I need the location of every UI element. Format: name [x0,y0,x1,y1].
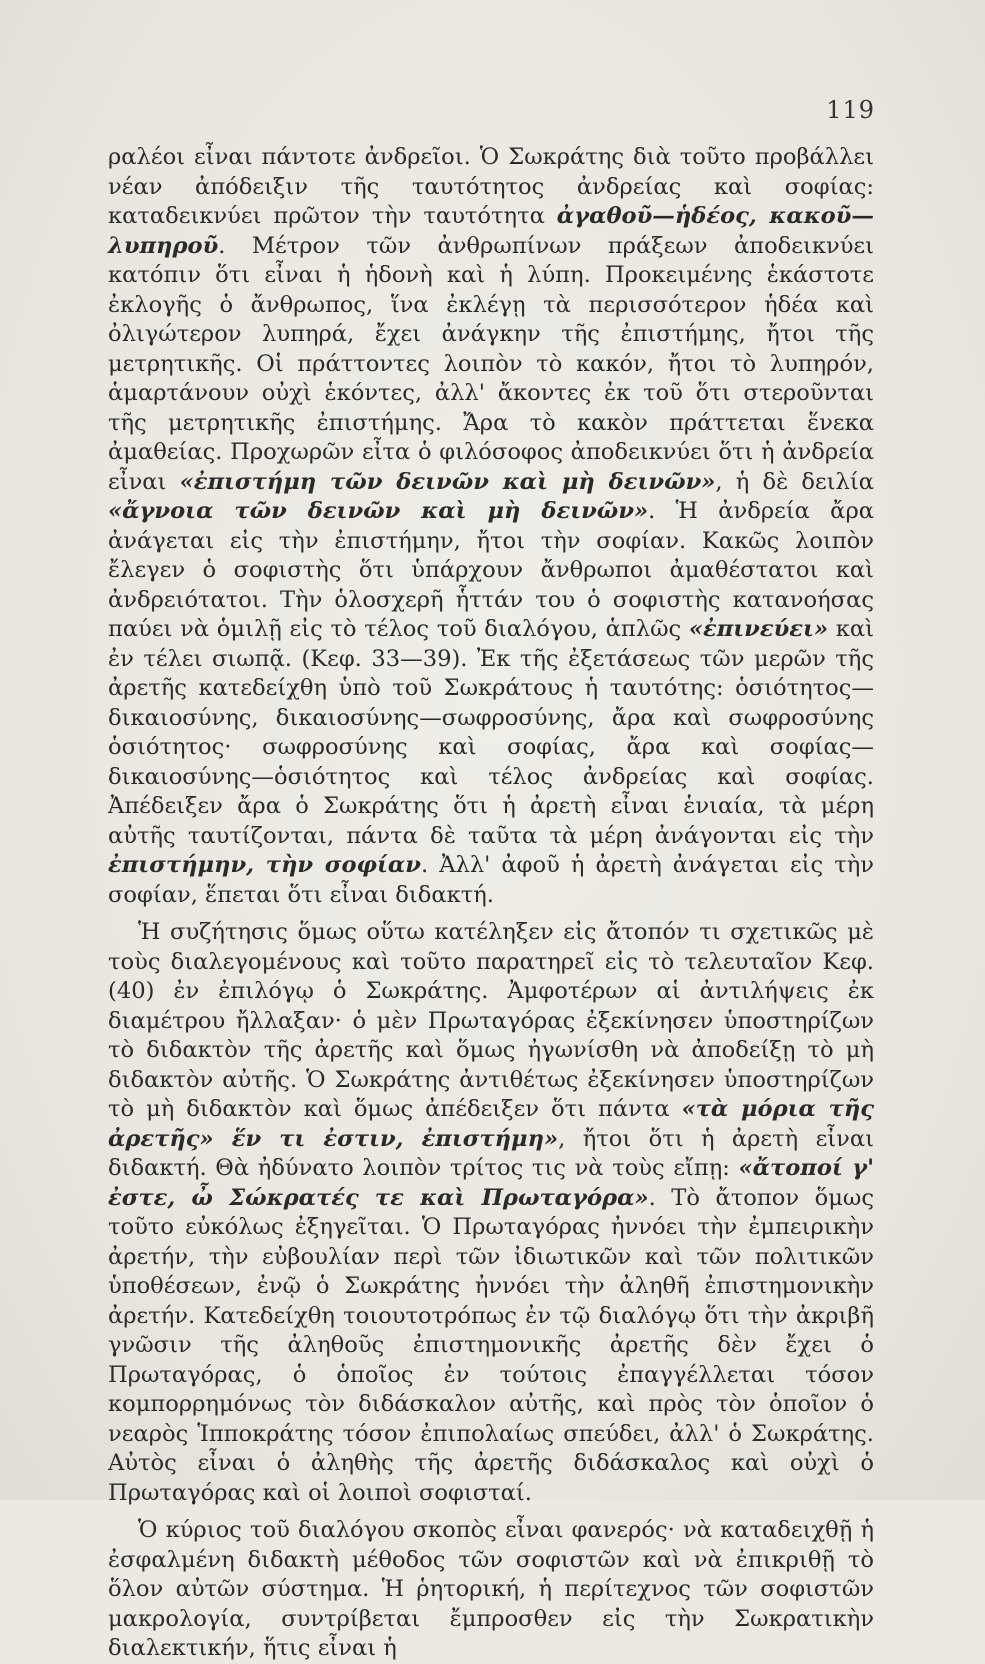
text-run: , ἤτοι ὅτι ἡ ἀρετὴ εἶναι διδακτή. Θὰ ἠδύνατο λοιπὸν τρίτος τις νὰ τοὺς εἴπῃ: [108,1125,874,1181]
text-run: ραλέοι εἶναι πάντοτε ἀνδρεῖοι. Ὁ Σωκράτης διὰ τοῦτο προβάλλει νέαν ἀπόδειξιν τῆς ταυτότητος ἀνδρείας καὶ σοφίας: καταδεικνύει πρῶτον τὴν ταυτότητα [108,144,874,229]
page-number: 119 [826,96,875,124]
paragraph-1 [108,143,874,910]
text-run: καὶ ἐν τέλει σιωπᾷ. (Κεφ. 33—39). Ἐκ τῆς ἐξετάσεως τῶν μερῶν τῆς ἀρετῆς κατεδείχθη ὑπὸ τοῦ Σωκράτους ἡ ταυτότης: ὁσιότητος—δικαιοσύνης, δικαιοσύνης—σωφροσύνης, ἄρα καὶ σωφροσύνης ὁσιότητος· σωφροσύνης καὶ σοφίας, ἄρα καὶ σοφίας—δικαιοσύνης—ὁσιότητος καὶ τέλος ἀνδρείας καὶ σοφίας. Ἀπέδειξεν ἄρα ὁ Σωκράτης ὅτι ἡ ἀρετὴ εἶναι ἑνιαία, τὰ μέρη αὐτῆς ταυτίζονται, πάντα δὲ ταῦτα τὰ μέρη ἀνάγονται εἰς τὴν [108,616,875,849]
paragraph-2 [108,918,874,1508]
emphasized-phrase: ἐπιστήμην, τὴν σοφίαν [108,852,421,878]
text-run: . Μέτρον τῶν ἀνθρωπίνων πράξεων ἀποδεικνύει κατόπιν ὅτι εἶναι ἡ ἡδονὴ καὶ ἡ λύπη. Προκειμένης ἑκάστοτε ἐκλογῆς ὁ ἄνθρωπος, ἵνα ἐκλέγῃ τὰ περισσότερον ἡδέα καὶ ὀλιγώτερον λυπηρά, ἔχει ἀνάγκην τῆς ἐπιστήμης, ἤτοι τῆς μετρητικῆς. Οἱ πράττοντες λοιπὸν τὸ κακόν, ἤτοι τὸ λυπηρόν, ἁμαρτάνουν οὐχὶ ἑκόντες, ἀλλ' ἄκοντες ἐκ τοῦ ὅτι στεροῦνται τῆς μετρητικῆς ἐπιστήμης. Ἄρα τὸ κακὸν πράττεται ἕνεκα ἀμαθείας. Προχωρῶν εἶτα ὁ φιλόσοφος ἀποδεικνύει ὅτι ἡ ἀνδρεία εἶναι [108,232,874,495]
text-run: , ἡ δὲ δειλία [715,468,874,495]
emphasized-phrase: «ἄτοποί γ' ἐστε, ὦ Σώκρατές τε καὶ Πρωταγόρα» [108,1155,874,1211]
text-run: Ὁ κύριος τοῦ διαλόγου σκοπὸς εἶναι φανερός· νὰ καταδειχθῇ ἡ ἐσφαλμένη διδακτὴ μέθοδος τῶν σοφιστῶν καὶ νὰ ἐπικριθῇ τὸ ὅλον αὐτῶν σύστημα. Ἡ ῥητορική, ἡ περίτεχνος τῶν σοφιστῶν μακρολογία, συντρίβεται ἔμπροσθεν εἰς τὴν Σωκρατικὴν διαλεκτικήν, ἥτις εἶναι ἡ [108,1517,874,1661]
paragraph-3 [108,1516,874,1664]
emphasized-phrase: ἀγαθοῦ—ἡδέος, κακοῦ—λυπηροῦ [108,203,875,259]
text-run: . Ἡ ἀνδρεία ἄρα ἀνάγεται εἰς τὴν ἐπιστήμην, ἤτοι τὴν σοφίαν. Κακῶς λοιπὸν ἔλεγεν ὁ σοφιστὴς ὅτι ὑπάρχουν ἄνθρωποι ἀμαθέστατοι καὶ ἀνδρειότατοι. Τὴν ὁλοσχερῆ ἧττάν του ὁ σοφιστὴς κατανοήσας παύει νὰ ὁμιλῇ εἰς τὸ τέλος τοῦ διαλόγου, ἁπλῶς [108,498,874,642]
text-run: Ἡ συζήτησις ὅμως οὕτω κατέληξεν εἰς ἄτοπόν τι σχετικῶς μὲ τοὺς διαλεγομένους καὶ τοῦτο παρατηρεῖ εἰς τὸ τελευταῖον Κεφ. (40) ἐν ἐπιλόγῳ ὁ Σωκράτης. Ἀμφοτέρων αἱ ἀντιλήψεις ἐκ διαμέτρου ἤλλαξαν· ὁ μὲν Πρωταγόρας ἐξεκίνησεν ὑποστηρίζων τὸ διδακτὸν τῆς ἀρετῆς καὶ ὅμως ἠγωνίσθη νὰ ἀποδείξῃ τὸ μὴ διδακτὸν αὐτῆς. Ὁ Σωκράτης ἀντιθέτως ἐξεκίνησεν ὑποστηρίζων τὸ μὴ διδακτὸν καὶ ὅμως ἀπέδειξεν ὅτι πάντα [108,919,874,1122]
body-text [108,143,874,1664]
emphasized-phrase: «ἐπιστήμη τῶν δεινῶν καὶ μὴ δεινῶν» [179,468,716,495]
emphasized-phrase: «τὰ μόρια τῆς ἀρετῆς» ἕν τι ἐστιν, ἐπιστήμη» [108,1096,874,1152]
emphasized-phrase: «ἄγνοια τῶν δεινῶν καὶ μὴ δεινῶν» [108,498,649,524]
emphasized-phrase: «ἐπινεύει» [688,616,829,642]
text-run: . Τὸ ἄτοπον ὅμως τοῦτο εὐκόλως ἐξηγεῖται. Ὁ Πρωταγόρας ἠννόει τὴν ἐμπειρικὴν ἀρετήν, τὴν εὐβουλίαν περὶ τῶν ἰδιωτικῶν καὶ τῶν πολιτικῶν ὑποθέσεων, ἐνῷ ὁ Σωκράτης ἠννόει τὴν ἀληθῆ ἐπιστημονικὴν ἀρετήν. Κατεδείχθη τοιουτοτρόπως ἐν τῷ διαλόγῳ ὅτι τὴν ἀκριβῆ γνῶσιν τῆς ἀληθοῦς ἐπιστημονικῆς ἀρετῆς δὲν ἔχει ὁ Πρωταγόρας, ὁ ὁποῖος ἐν τούτοις ἐπαγγέλλεται τόσον κομπορρημόνως τὸν διδάσκαλον αὐτῆς, καὶ πρὸς τὸν ὁποῖον ὁ νεαρὸς Ἱπποκράτης τόσον ἐπιπολαίως σπεύδει, ἀλλ' ὁ Σωκράτης. Αὐτὸς εἶναι ὁ ἀληθὴς τῆς ἀρετῆς διδάσκαλος καὶ οὐχὶ ὁ Πρωταγόρας καὶ οἱ λοιποὶ σοφισταί. [108,1184,874,1506]
text-run: . Ἀλλ' ἀφοῦ ἡ ἀρετὴ ἀνάγεται εἰς τὴν σοφίαν, ἕπεται ὅτι εἶναι διδακτή. [108,852,874,908]
